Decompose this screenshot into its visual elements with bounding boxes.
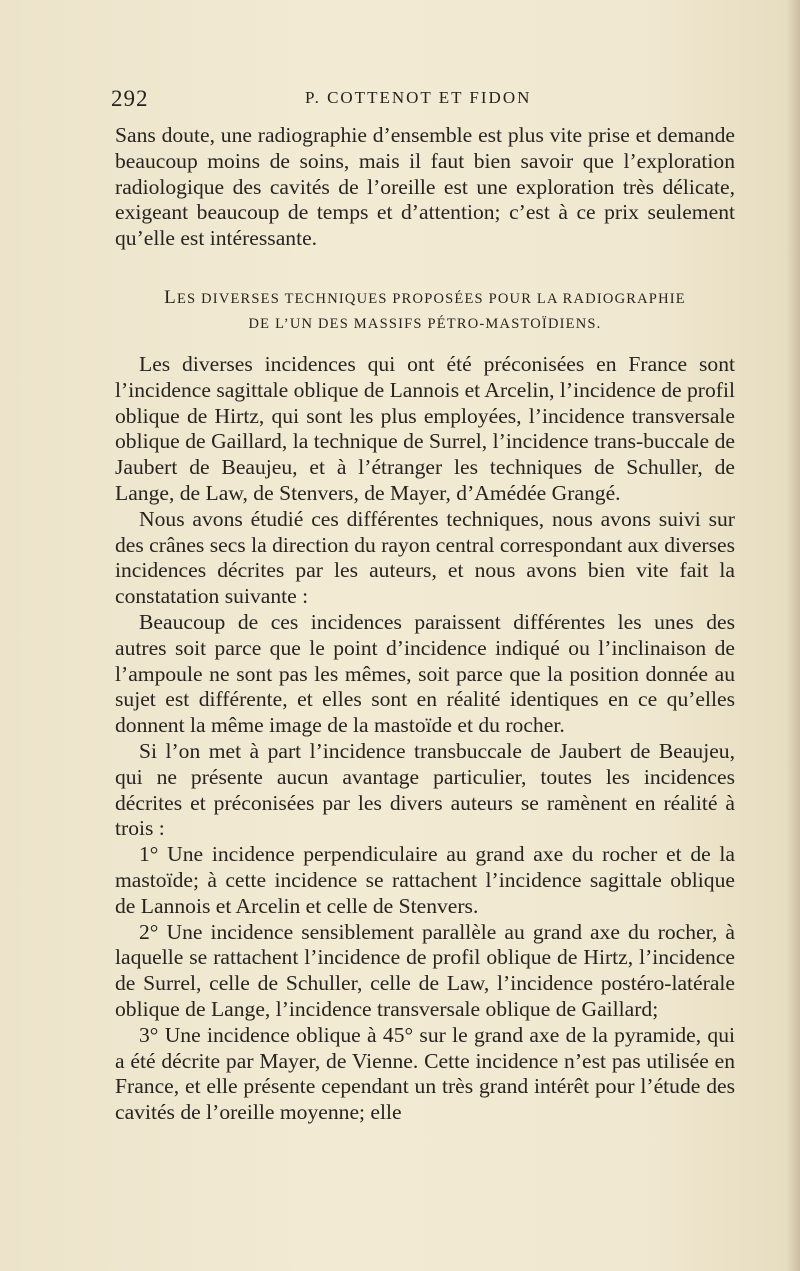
list-item-3: 3° Une incidence oblique à 45° sur le grand axe de la pyramide, qui a été décrite par Mayer, de Vienne. Cette incidence n’est pas utilisée en France, et elle présente cependant un très grand intérêt pour l’étude des cavités de l’oreille moyenne; elle xyxy=(115,1022,735,1125)
section-heading-line2: DE L’UN DES MASSIFS PÉTRO-MASTOÏDIENS. xyxy=(248,316,602,332)
section-heading-initial: L xyxy=(164,287,177,308)
section-heading xyxy=(115,285,735,337)
paragraph: Si l’on met à part l’incidence transbuccale de Jaubert de Beaujeu, qui ne présente aucun avantage particulier, toutes les incidences décrites et préconisées par les divers auteurs se ramènent en réalité à trois : xyxy=(115,738,735,841)
page-edge-shadow xyxy=(786,0,800,1271)
paragraph: Les diverses incidences qui ont été préconisées en France sont l’incidence sagittale oblique de Lannois et Arcelin, l’incidence de profil oblique de Hirtz, qui sont les plus employées, l’incidence transversale oblique de Gaillard, la technique de Surrel, l’incidence trans-buccale de Jaubert de Beaujeu, et à l’étranger les techniques de Schuller, de Lange, de Law, de Stenvers, de Mayer, d’Amédée Grangé. xyxy=(115,352,735,505)
page-header xyxy=(111,86,731,116)
intro-block xyxy=(115,123,735,252)
paragraph: Beaucoup de ces incidences paraissent différentes les unes des autres soit parce que le point d’incidence indiqué ou l’inclinaison de l’ampoule ne sont pas les mêmes, soit parce que la position donnée au sujet est différente, et elles sont en réalité identiques en ce qu’elles donnent la même image de la mastoïde et du rocher. xyxy=(115,609,735,738)
running-head: P. COTTENOT ET FIDON xyxy=(305,88,532,107)
page-number: 292 xyxy=(111,86,149,111)
list-item-2: 2° Une incidence sensiblement parallèle au grand axe du rocher, à laquelle se rattachent l’incidence de profil oblique de Hirtz, l’incidence de Surrel, celle de Schuller, celle de Law, l’incidence postéro-latérale oblique de Lange, l’incidence transversale oblique de Gaillard; xyxy=(115,919,735,1021)
body-text xyxy=(115,352,735,1126)
paragraph: Nous avons étudié ces différentes techniques, nous avons suivi sur des crânes secs la direction du rayon central correspondant aux diverses incidences décrites par les auteurs, et nous avons bien vite fait la constatation suivante : xyxy=(115,506,735,609)
section-heading-line1: ES DIVERSES TECHNIQUES PROPOSÉES POUR LA RADIOGRAPHIE xyxy=(176,291,686,307)
list-item-1: 1° Une incidence perpendiculaire au grand axe du rocher et de la mastoïde; à cette incidence se rattachent l’incidence sagittale oblique de Lannois et Arcelin et celle de Stenvers. xyxy=(115,842,735,918)
intro-paragraph: Sans doute, une radiographie d’ensemble est plus vite prise et demande beaucoup moins de soins, mais il faut bien savoir que l’exploration radiologique des cavités de l’oreille est une exploration très délicate, exigeant beaucoup de temps et d’attention; c’est à ce prix seulement qu’elle est intéressante. xyxy=(115,123,735,251)
